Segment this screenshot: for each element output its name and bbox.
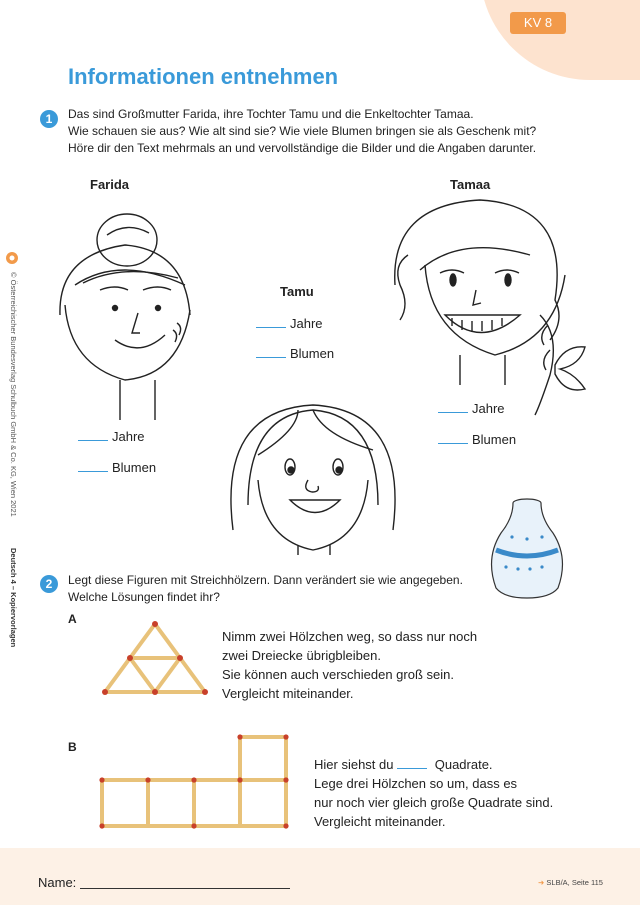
name-label: Name: xyxy=(38,875,77,890)
person-name-farida: Farida xyxy=(90,177,130,192)
arrow-right-icon: ➜ xyxy=(538,878,545,887)
task1-instructions xyxy=(68,106,536,157)
matchstick-triangles xyxy=(100,618,210,698)
person-name-tamu: Tamu xyxy=(280,284,314,299)
vase-illustration xyxy=(482,495,572,605)
copyright-text: © Österreichischer Bundesverlag Schulbuch GmbH & Co. KG, Wien 2021 xyxy=(9,272,18,517)
task-a-label: A xyxy=(68,612,77,626)
publisher-logo-icon xyxy=(4,250,20,266)
task-b-label: B xyxy=(68,740,77,754)
person-name-tamaa: Tamaa xyxy=(450,177,491,192)
tamu-drawing xyxy=(218,385,408,555)
farida-drawing xyxy=(45,195,245,415)
page-reference: ➜ SLB/A, Seite 115 xyxy=(538,878,603,887)
task-b-text: Hier siehst du Quadrate. Lege drei Hölzchen so um, dass es nur noch vier gleich große Quadrate sind. Vergleicht miteinander. xyxy=(314,757,554,829)
task2-instructions xyxy=(68,572,463,606)
task-b-line-1: Hier siehst du Quadrate. xyxy=(314,757,493,772)
task2-line-2: Welche Lösungen findet ihr? xyxy=(68,590,220,604)
task2-line-1: Legt diese Figuren mit Streichhölzern. Dann verändert sie wie angegeben. xyxy=(68,573,463,587)
tamaa-flowers-field[interactable]: Blumen xyxy=(438,431,516,447)
matchstick-squares xyxy=(100,735,300,845)
task-number-2: 2 xyxy=(40,575,58,593)
kv-badge: KV 8 xyxy=(510,12,566,34)
task-a-text: Nimm zwei Hölzchen weg, so dass nur noch zwei Dreiecke übrigbleiben. Sie können auch verschieden groß sein. Vergleicht miteinander. xyxy=(222,629,478,701)
tamaa-years-field[interactable]: Jahre xyxy=(438,400,505,416)
name-input-line[interactable] xyxy=(80,888,290,889)
tamu-years-field[interactable]: Jahre xyxy=(256,315,323,331)
farida-years-field[interactable]: Jahre xyxy=(78,428,145,444)
farida-flowers-field[interactable]: Blumen xyxy=(78,459,156,475)
task1-line-3: Höre dir den Text mehrmals an und vervollständige die Bilder und die Angaben darunter. xyxy=(68,141,537,155)
footer xyxy=(0,848,640,905)
tamaa-drawing xyxy=(390,195,590,425)
task1-line-1: Das sind Großmutter Farida, ihre Tochter Tamu und die Enkeltochter Tamaa. xyxy=(68,107,474,121)
series-text: Deutsch 4 – Kopiervorlagen xyxy=(9,548,18,648)
tamu-flowers-field[interactable]: Blumen xyxy=(256,345,334,361)
task-number-1: 1 xyxy=(40,110,58,128)
sidebar xyxy=(4,250,20,690)
page-title: Informationen entnehmen xyxy=(68,64,339,89)
quadrate-count-field[interactable] xyxy=(397,756,427,769)
task1-line-2: Wie schauen sie aus? Wie alt sind sie? Wie viele Blumen bringen sie als Geschenk mit? xyxy=(68,124,537,138)
